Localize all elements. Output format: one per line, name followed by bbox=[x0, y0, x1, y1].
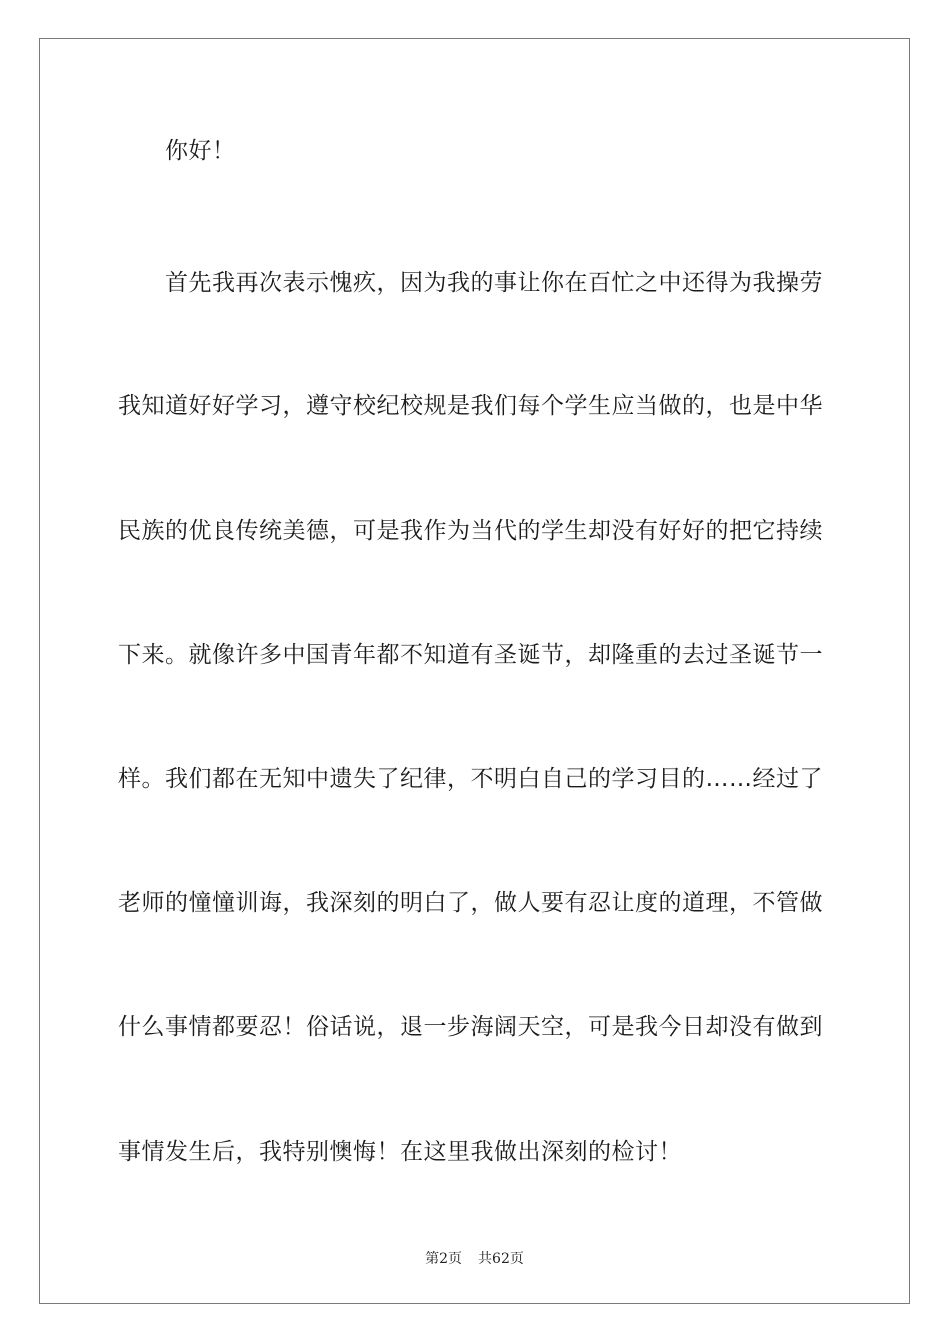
paragraph-line-1: 首先我再次表示愧疚，因为我的事让你在百忙之中还得为我操劳 bbox=[165, 270, 823, 296]
page-number: 第2页 bbox=[425, 1251, 463, 1267]
page-footer bbox=[40, 1248, 909, 1268]
paragraph-line-2: 我知道好好学习，遵守校纪校规是我们每个学生应当做的，也是中华 bbox=[118, 393, 823, 419]
paragraph-line-5: 样。我们都在无知中遗失了纪律，不明白自己的学习目的……经过了 bbox=[118, 766, 823, 792]
page-total: 共62页 bbox=[478, 1251, 524, 1267]
paragraph-line-8: 事情发生后，我特别懊悔！在这里我做出深刻的检讨！ bbox=[118, 1139, 682, 1165]
paragraph-line-6: 老师的憧憧训诲，我深刻的明白了，做人要有忍让度的道理，不管做 bbox=[118, 890, 823, 916]
paragraph-line-3: 民族的优良传统美德，可是我作为当代的学生却没有好好的把它持续 bbox=[118, 518, 823, 544]
paragraph-line-4: 下来。就像许多中国青年都不知道有圣诞节，却隆重的去过圣诞节一 bbox=[118, 642, 823, 668]
document-page bbox=[39, 38, 910, 1304]
paragraph-line-7: 什么事情都要忍！俗话说，退一步海阔天空，可是我今日却没有做到 bbox=[118, 1014, 823, 1040]
greeting-text: 你好！ bbox=[165, 138, 236, 164]
